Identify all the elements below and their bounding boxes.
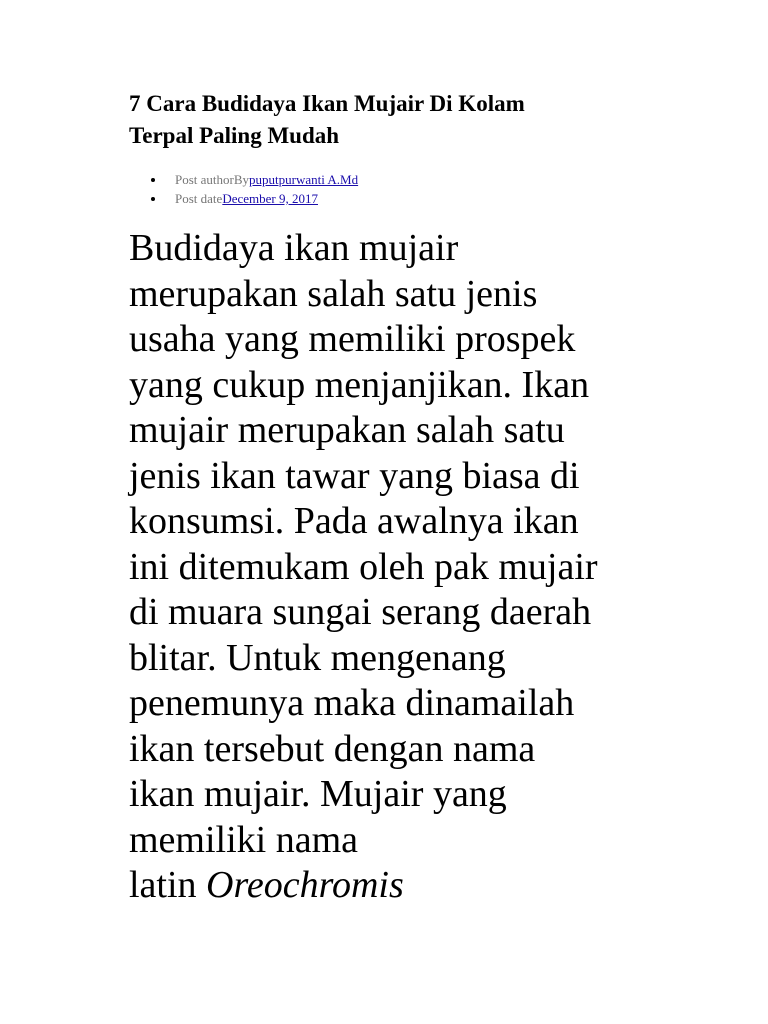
article-title [129, 88, 689, 152]
post-author-item [129, 170, 358, 189]
post-author-label: Post authorBy [175, 172, 250, 187]
article-title-line-1: 7 Cara Budidaya Ikan Mujair Di Kolam [129, 91, 525, 116]
latin-name-italic: Oreochromis [206, 864, 404, 906]
body-line: ikan mujair. Mujair yang [129, 773, 507, 815]
body-line: penemunya maka dinamailah [129, 682, 575, 724]
bullet-icon [151, 197, 155, 201]
bullet-icon [151, 178, 155, 182]
body-line: ikan tersebut dengan nama [129, 727, 536, 770]
post-date-link[interactable]: December 9, 2017 [222, 191, 318, 206]
article-body [129, 226, 689, 909]
post-meta-list [129, 170, 358, 208]
body-line-prefix: latin [129, 864, 207, 906]
post-date-item [129, 189, 358, 208]
article-title-line-2: Terpal Paling Mudah [129, 123, 340, 148]
body-line: ini ditemukam oleh pak mujair [129, 545, 598, 588]
body-line: di muara sungai serang daerah [129, 591, 592, 633]
post-date-label: Post date [175, 191, 223, 206]
body-line: jenis ikan tawar yang biasa di [129, 454, 580, 497]
body-line-last [129, 863, 689, 909]
body-line: blitar. Untuk mengenang [129, 636, 506, 679]
post-author-link[interactable]: puputpurwanti A.Md [249, 172, 359, 187]
body-line: usaha yang memiliki prospek [129, 318, 576, 360]
body-line: konsumsi. Pada awalnya ikan [129, 500, 579, 542]
body-line: mujair merupakan salah satu [129, 409, 565, 451]
body-line: Budidaya ikan mujair [129, 227, 459, 269]
body-line: merupakan salah satu jenis [129, 272, 538, 315]
body-line: yang cukup menjanjikan. Ikan [129, 363, 590, 406]
body-line: memiliki nama [129, 818, 359, 861]
